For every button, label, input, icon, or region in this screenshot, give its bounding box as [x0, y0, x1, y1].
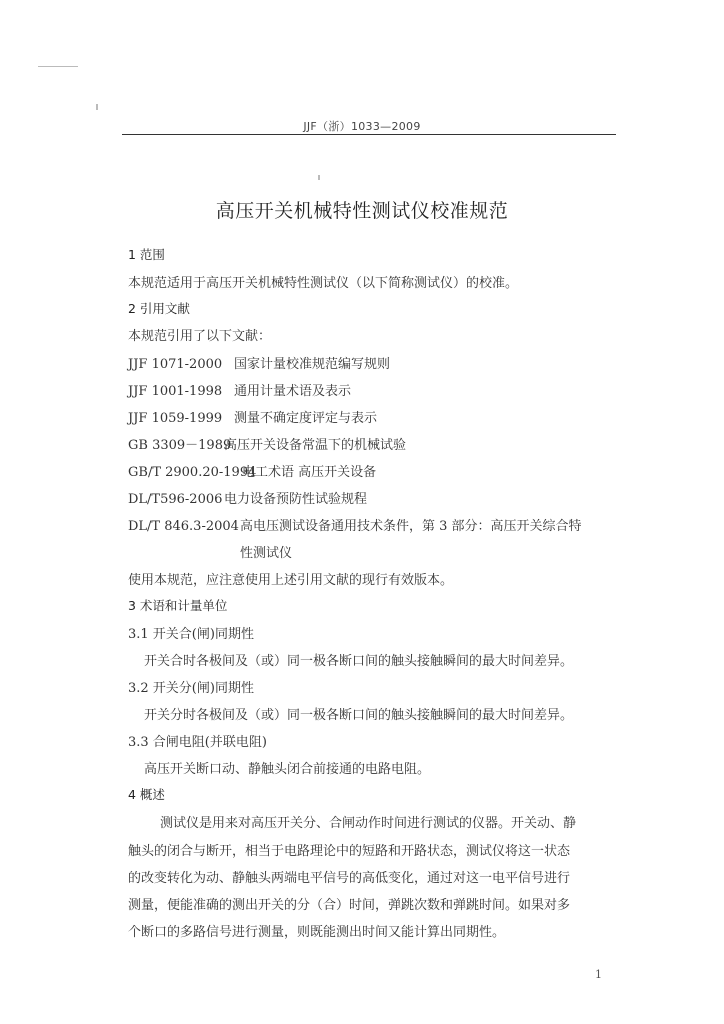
- scan-speck: [318, 175, 320, 180]
- reference-title: 国家计量校准规范编写规则: [234, 357, 391, 372]
- reference-item: [128, 488, 367, 507]
- reference-code: DL/T596-2006: [128, 492, 223, 507]
- paragraph-line: 的改变转化为动、静触头两端电平信号的高低变化，通过对这一电平信号进行: [128, 871, 571, 886]
- reference-title-continuation: 性测试仪: [240, 546, 293, 561]
- section-2-heading: 2 引用文献: [128, 301, 190, 316]
- page-number: 1: [595, 968, 602, 981]
- section-1-heading: 1 范围: [128, 247, 165, 262]
- reference-title: 测量不确定度评定与表示: [234, 411, 378, 426]
- term-definition: 开关合时各极间及（或）同一极各断口间的触头接触瞬间的最大时间差异。: [144, 654, 574, 669]
- reference-code: GB 3309－1989: [128, 438, 232, 453]
- reference-code: JJF 1071-2000: [128, 357, 223, 372]
- paragraph-line: 触头的闭合与断开，相当于电路理论中的短路和开路状态，测试仪将这一状态: [128, 844, 571, 859]
- term-definition: 高压开关断口动、静触头闭合前接通的电路电阻。: [144, 762, 431, 777]
- reference-item: [128, 515, 582, 534]
- section-2-intro: 本规范引用了以下文献：: [128, 329, 272, 344]
- term-heading: 3.2 开关分(闸)同期性: [128, 681, 254, 696]
- reference-item: [128, 461, 376, 480]
- section-4-heading: 4 概述: [128, 787, 165, 802]
- reference-title: 电工术语 高压开关设备: [242, 465, 377, 480]
- reference-code: JJF 1059-1999: [128, 411, 223, 426]
- section-1-text: 本规范适用于高压开关机械特性测试仪（以下简称测试仪）的校准。: [128, 276, 519, 291]
- reference-code: GB/T 2900.20-1994: [128, 465, 257, 480]
- reference-title: 电力设备预防性试验规程: [224, 492, 368, 507]
- reference-title: 高压开关设备常温下的机械试验: [224, 438, 407, 453]
- reference-code: JJF 1001-1998: [128, 384, 223, 399]
- document-title: 高压开关机械特性测试仪校准规范: [215, 200, 509, 222]
- scan-speck: [38, 66, 78, 67]
- paragraph-line: 测试仪是用来对高压开关分、合闸动作时间进行测试的仪器。开关动、静: [160, 816, 577, 831]
- reference-code: DL/T 846.3-2004: [128, 519, 239, 534]
- paragraph-line: 个断口的多路信号进行测量，则既能测出时间又能计算出同期性。: [128, 925, 506, 940]
- term-heading: 3.3 合闸电阻(并联电阻): [128, 735, 267, 750]
- reference-title: 高电压测试设备通用技术条件，第 3 部分：高压开关综合特: [240, 519, 582, 534]
- reference-item: [128, 434, 406, 453]
- header-rule: [122, 134, 616, 135]
- term-definition: 开关分时各极间及（或）同一极各断口间的触头接触瞬间的最大时间差异。: [144, 708, 574, 723]
- reference-item: [128, 380, 351, 399]
- paragraph-line: 测量，便能准确的测出开关的分（合）时间，弹跳次数和弹跳时间。如果对多: [128, 898, 571, 913]
- section-3-heading: 3 术语和计量单位: [128, 598, 228, 613]
- section-2-note: 使用本规范，应注意使用上述引用文献的现行有效版本。: [128, 573, 454, 588]
- standard-code-header: JJF（浙）1033—2009: [303, 120, 421, 133]
- term-heading: 3.1 开关合(闸)同期性: [128, 627, 254, 642]
- reference-item: [128, 353, 390, 372]
- reference-item: [128, 407, 377, 426]
- reference-title: 通用计量术语及表示: [234, 384, 352, 399]
- scan-speck: [96, 104, 98, 110]
